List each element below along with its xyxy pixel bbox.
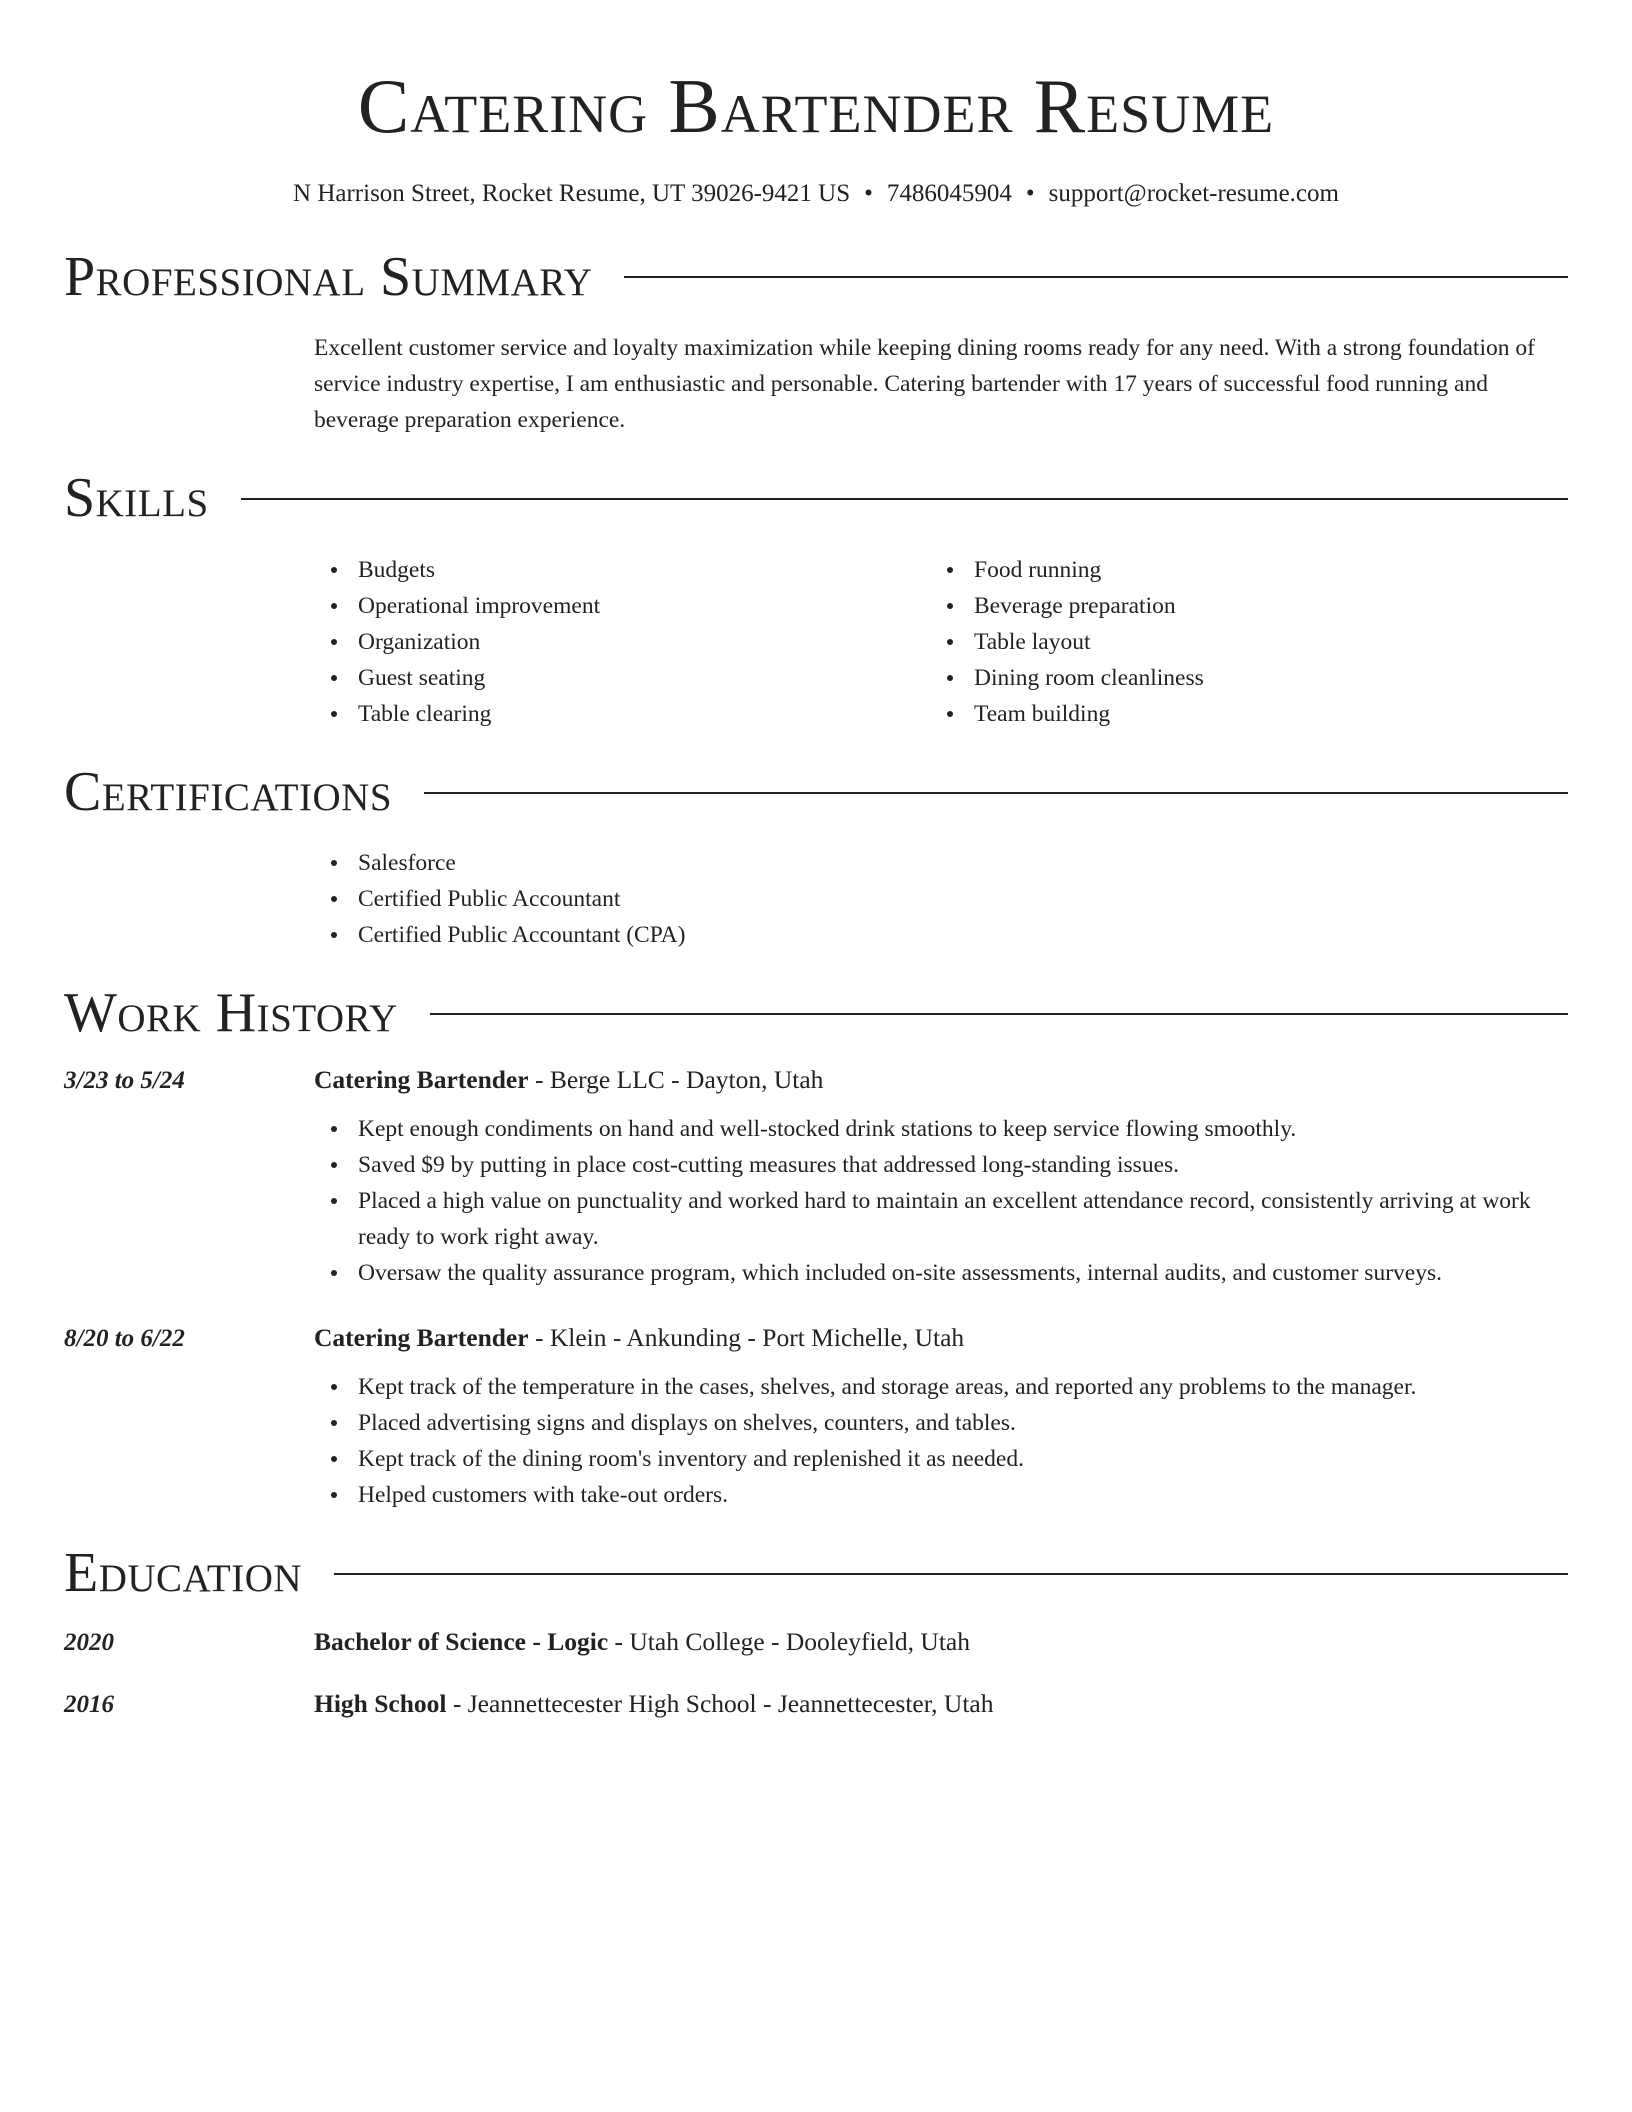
work-title-line bbox=[314, 1323, 964, 1353]
contact-phone: 7486045904 bbox=[886, 179, 1012, 207]
school-details: - Jeannettecester High School - Jeannettecester, Utah bbox=[446, 1688, 994, 1718]
work-bullet: Kept enough condiments on hand and well-stocked drink stations to keep service flowing smoothly. bbox=[358, 1111, 1568, 1147]
contact-separator: • bbox=[1025, 179, 1035, 207]
skill-item: Guest seating bbox=[358, 660, 930, 696]
job-details: - Klein - Ankunding - Port Michelle, Utah bbox=[528, 1323, 965, 1353]
resume-title: Catering Bartender Resume bbox=[357, 63, 1275, 149]
certification-item: Certified Public Accountant bbox=[358, 881, 1568, 917]
work-entry-header bbox=[64, 1065, 1568, 1095]
degree-name: Bachelor of Science - Logic bbox=[314, 1626, 609, 1656]
contact-separator: • bbox=[864, 179, 873, 207]
work-bullet: Placed advertising signs and displays on shelves, counters, and tables. bbox=[358, 1405, 1568, 1441]
certification-item: Certified Public Accountant (CPA) bbox=[358, 917, 1568, 953]
section-divider bbox=[430, 1013, 1568, 1015]
education-line bbox=[314, 1627, 970, 1657]
contact-email: support@rocket-resume.com bbox=[1048, 179, 1339, 207]
work-entry bbox=[64, 1065, 1568, 1291]
skill-item: Team building bbox=[974, 696, 1546, 732]
education-line bbox=[314, 1689, 994, 1719]
work-dates: 8/20 to 6/22 bbox=[64, 1325, 185, 1353]
certifications-section-header bbox=[64, 762, 1568, 824]
degree-name: High School bbox=[314, 1688, 447, 1718]
resume-page bbox=[64, 0, 1568, 1719]
work-bullets bbox=[314, 1111, 1568, 1291]
section-divider bbox=[624, 276, 1568, 278]
job-title: Catering Bartender bbox=[314, 1323, 529, 1353]
work-bullets bbox=[314, 1369, 1568, 1513]
summary-text: Excellent customer service and loyalty maximization while keeping dining rooms ready for any need. With a strong foundation of service industry expertise, I am enthusiastic and personable. Catering bartender with 17 years of successful food running and beverage preparation experience. bbox=[314, 335, 1535, 434]
job-title: Catering Bartender bbox=[314, 1065, 529, 1095]
contact-address: N Harrison Street, Rocket Resume, UT 39026-9421 US bbox=[293, 179, 851, 207]
section-divider bbox=[424, 792, 1568, 794]
work-bullet: Helped customers with take-out orders. bbox=[358, 1477, 1568, 1513]
work-bullet: Oversaw the quality assurance program, which included on-site assessments, internal audits, and customer surveys. bbox=[358, 1255, 1568, 1291]
skill-item: Dining room cleanliness bbox=[974, 660, 1546, 696]
skills-column-right bbox=[930, 552, 1546, 732]
work-entry bbox=[64, 1323, 1568, 1513]
skills-heading: Skills bbox=[64, 467, 209, 530]
section-divider bbox=[334, 1573, 1568, 1575]
education-section-header bbox=[64, 1543, 1568, 1605]
skill-item: Operational improvement bbox=[358, 588, 930, 624]
work-bullet: Kept track of the temperature in the cases, shelves, and storage areas, and reported any problems to the manager. bbox=[358, 1369, 1568, 1405]
skills-grid bbox=[314, 552, 1568, 732]
skill-item: Table clearing bbox=[358, 696, 930, 732]
job-details: - Berge LLC - Dayton, Utah bbox=[528, 1065, 824, 1095]
section-divider bbox=[241, 498, 1568, 500]
skills-section-header bbox=[64, 468, 1568, 530]
certifications-list bbox=[314, 845, 1568, 953]
certifications-heading: Certifications bbox=[64, 760, 393, 823]
skill-item: Food running bbox=[974, 552, 1546, 588]
school-details: - Utah College - Dooleyfield, Utah bbox=[608, 1626, 970, 1656]
skills-column-left bbox=[314, 552, 930, 732]
work-bullet: Kept track of the dining room's inventory and replenished it as needed. bbox=[358, 1441, 1568, 1477]
work-bullet: Placed a high value on punctuality and worked hard to maintain an excellent attendance record, consistently arriving at work ready to work right away. bbox=[358, 1183, 1568, 1255]
work-dates: 3/23 to 5/24 bbox=[64, 1067, 185, 1095]
education-entry bbox=[64, 1627, 1568, 1657]
skill-item: Organization bbox=[358, 624, 930, 660]
skill-item: Table layout bbox=[974, 624, 1546, 660]
skill-item: Beverage preparation bbox=[974, 588, 1546, 624]
education-year: 2016 bbox=[64, 1690, 114, 1718]
education-year: 2020 bbox=[64, 1628, 114, 1656]
summary-section-header bbox=[64, 247, 1568, 309]
contact-line bbox=[64, 179, 1568, 209]
work-history-heading: Work History bbox=[64, 982, 398, 1045]
work-history-section-header bbox=[64, 983, 1568, 1045]
education-heading: Education bbox=[64, 1542, 303, 1605]
work-entry-header bbox=[64, 1323, 1568, 1353]
work-title-line bbox=[314, 1065, 823, 1095]
skill-item: Budgets bbox=[358, 552, 930, 588]
certification-item: Salesforce bbox=[358, 845, 1568, 881]
work-bullet: Saved $9 by putting in place cost-cutting measures that addressed long-standing issues. bbox=[358, 1147, 1568, 1183]
summary-heading: Professional Summary bbox=[64, 245, 593, 308]
education-entry bbox=[64, 1689, 1568, 1719]
